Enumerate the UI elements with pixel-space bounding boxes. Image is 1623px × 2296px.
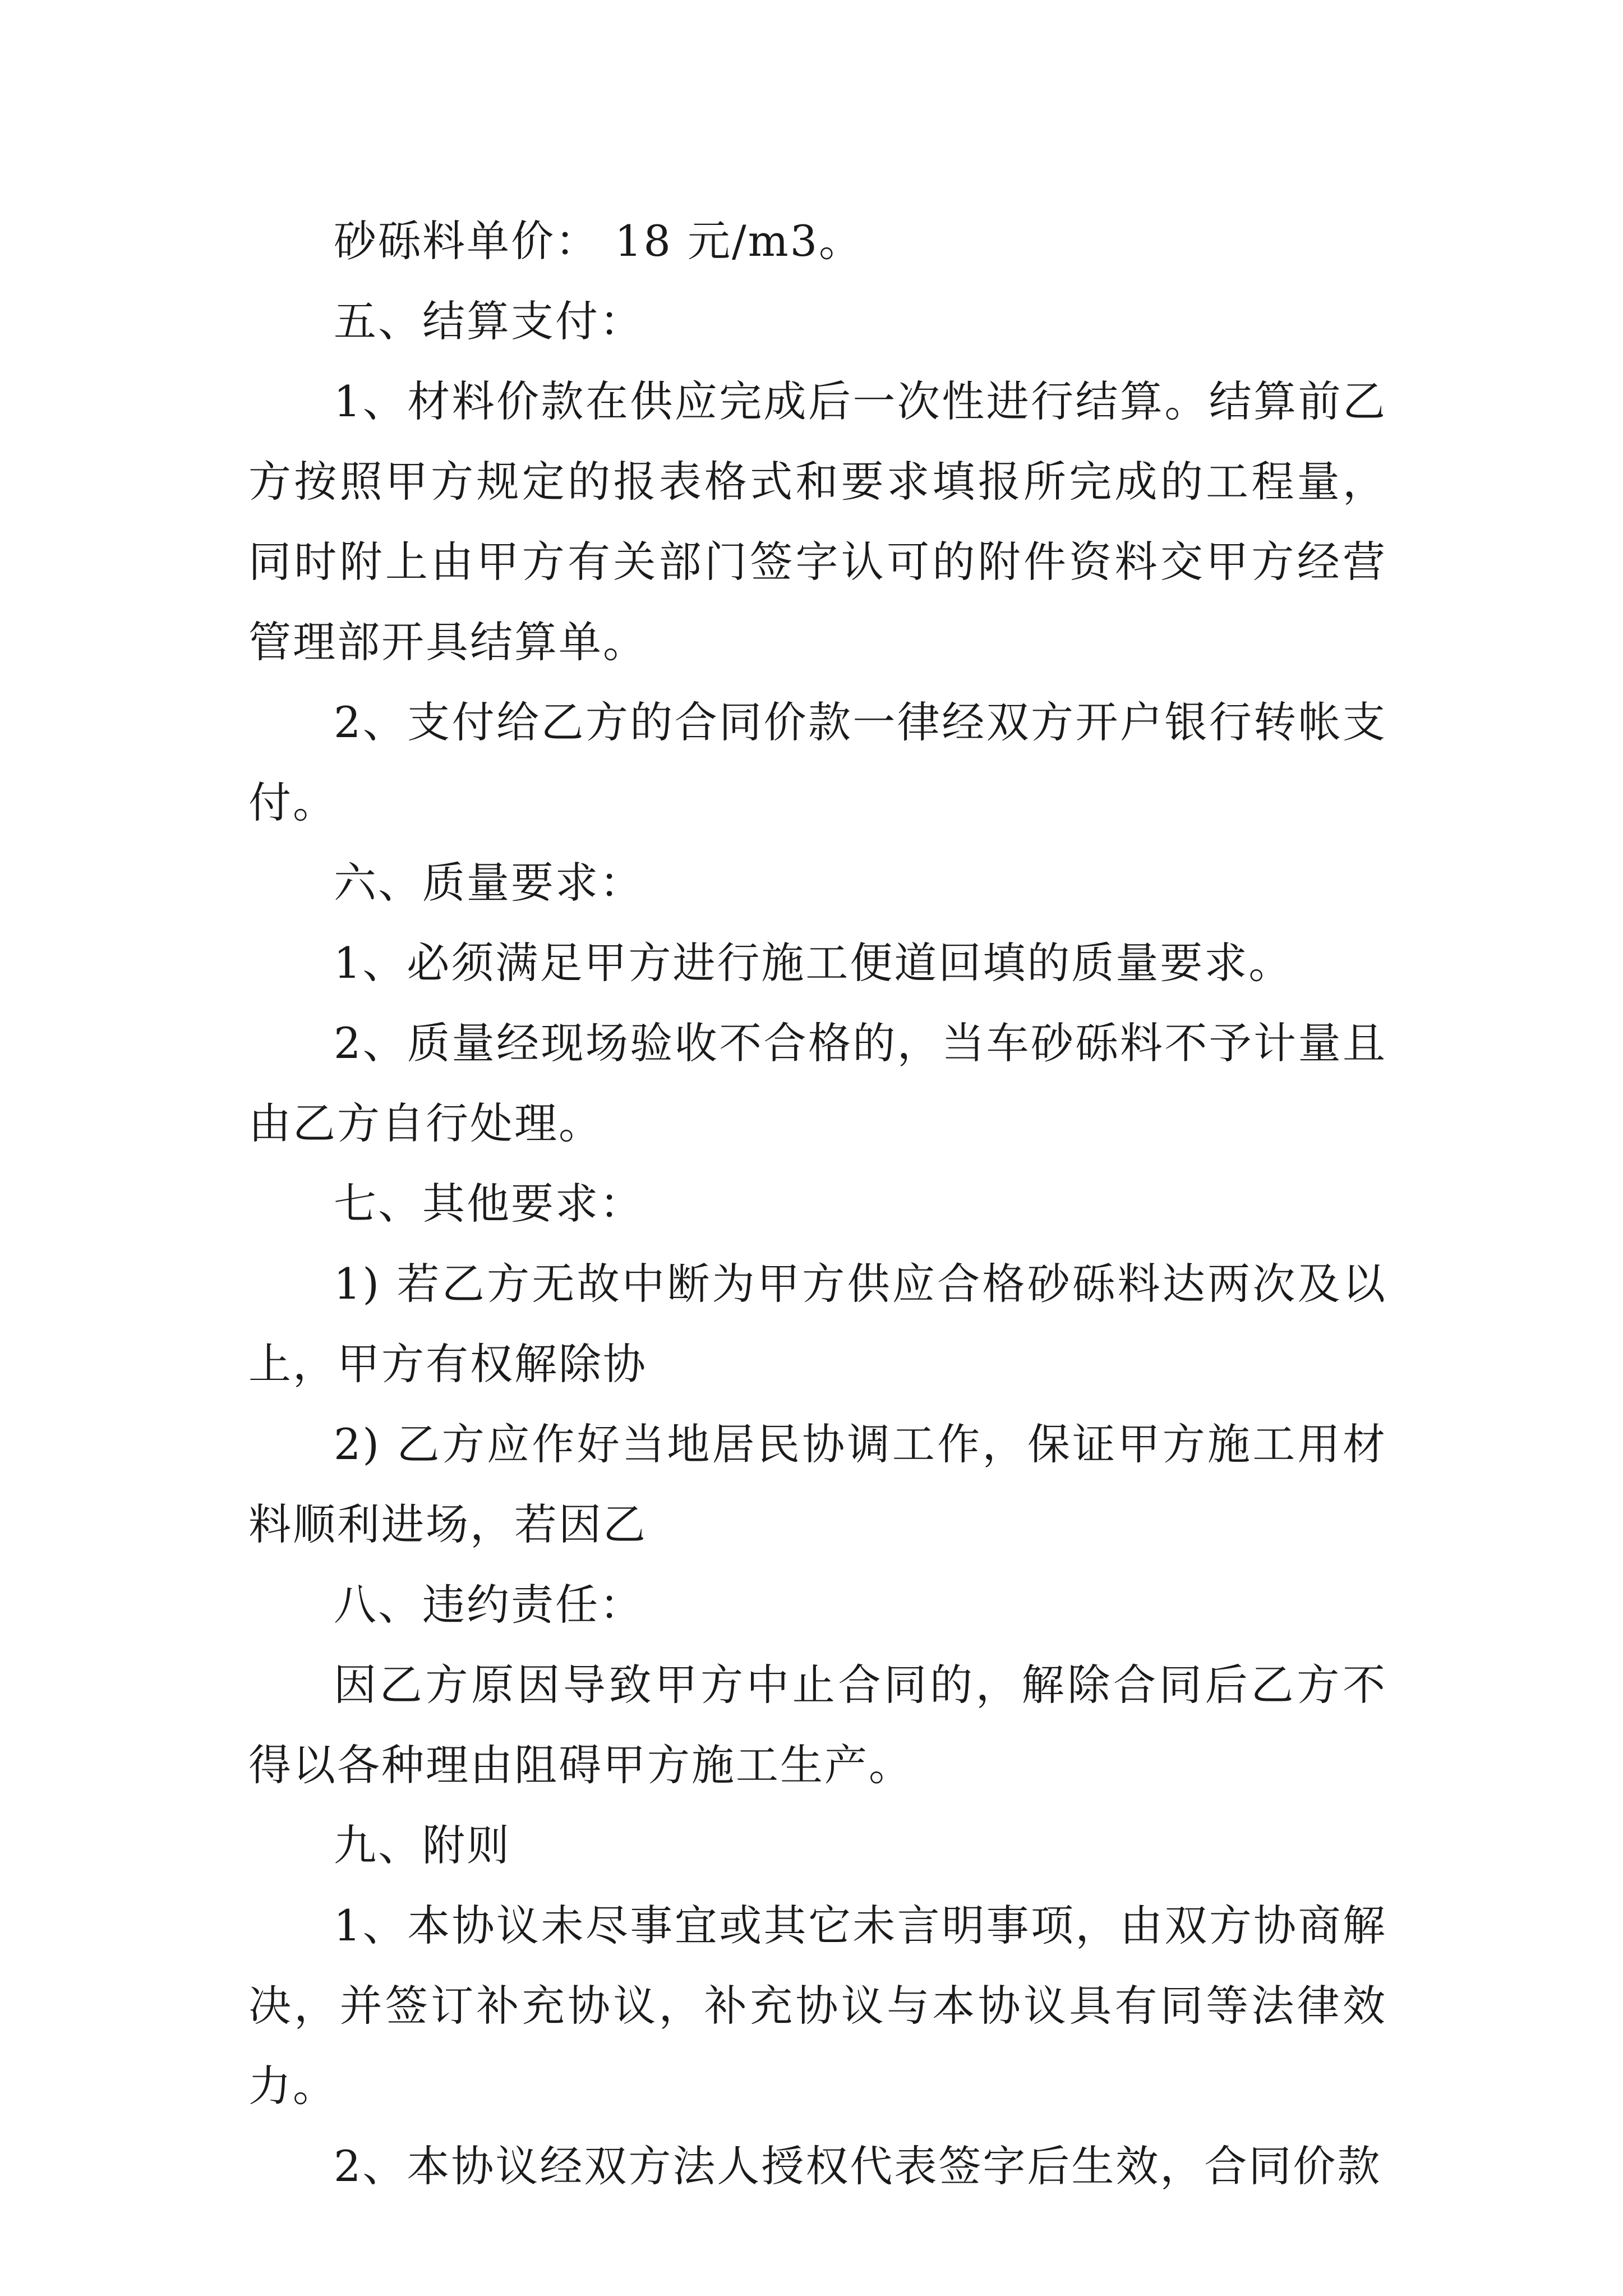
section-heading-settlement: 五、结算支付： (334, 296, 644, 346)
settlement-clause-2: 2、支付给乙方的合同价款一律经双方开户银行转帐支付。 (248, 697, 1387, 827)
liability-clause: 因乙方原因导致甲方中止合同的，解除合同后乙方不得以各种理由阻碍甲方施工生产。 (248, 1660, 1387, 1790)
supplementary-clause-2: 2、本协议经双方法人授权代表签字后生效，合同价款 (334, 2141, 1382, 2191)
supplementary-clause-1: 1、本协议未尽事宜或其它未言明事项，由双方协商解决，并签订补充协议，补充协议与本协议具有同等法律效力。 (248, 1901, 1387, 2111)
section-heading-supplementary: 九、附则 (334, 1820, 511, 1870)
other-clause-2: 2) 乙方应作好当地居民协调工作，保证甲方施工用材料顺利进场，若因乙 (248, 1419, 1387, 1549)
section-heading-other: 七、其他要求： (334, 1179, 644, 1228)
quality-clause-1: 1、必须满足甲方进行施工便道回填的质量要求。 (334, 938, 1293, 988)
unit-price-line: 砂砾料单价： 18 元/m3。 (334, 216, 864, 266)
section-heading-liability: 八、违约责任： (334, 1580, 644, 1630)
section-heading-quality: 六、质量要求： (334, 858, 644, 908)
document-body (248, 201, 1387, 2206)
quality-clause-2: 2、质量经现场验收不合格的，当车砂砾料不予计量且由乙方自行处理。 (248, 1018, 1387, 1148)
settlement-clause-1: 1、材料价款在供应完成后一次性进行结算。结算前乙方按照甲方规定的报表格式和要求填报所完成的工程量，同时附上由甲方有关部门签字认可的附件资料交甲方经营管理部开具结算单。 (248, 376, 1387, 667)
other-clause-1: 1) 若乙方无故中断为甲方供应合格砂砾料达两次及以上，甲方有权解除协 (248, 1259, 1387, 1389)
